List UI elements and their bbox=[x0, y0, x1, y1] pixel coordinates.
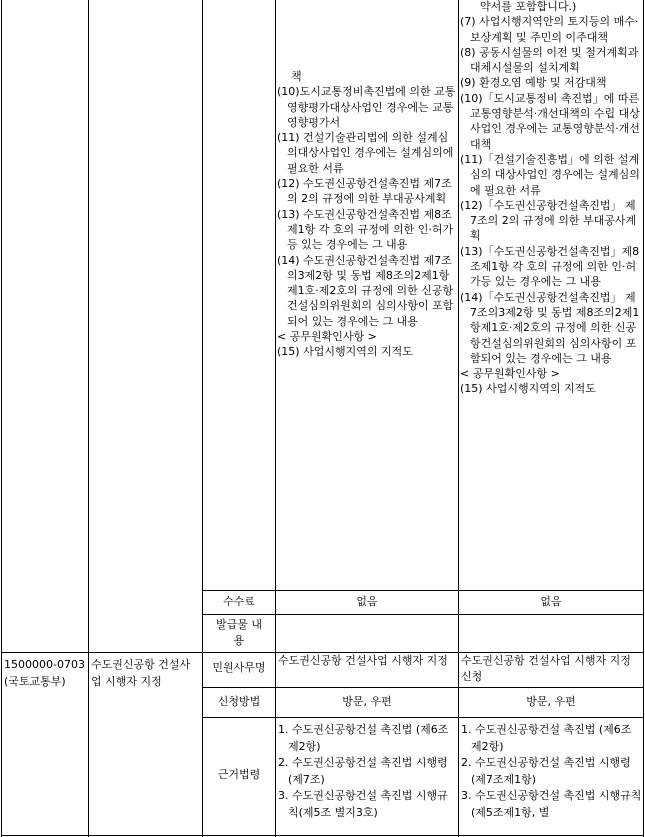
civil-affair-name: 수도권신공항 건설사업 시행자 지정 bbox=[91, 658, 191, 688]
doc-item: (10)도시교통정비촉진법에 의한 교통영향평가대상사업인 경우에는 교통영향평가서 bbox=[277, 85, 456, 129]
grid-line bbox=[1, 0, 2, 837]
grid-line bbox=[643, 0, 644, 837]
application-method-column-3: 방문, 우편 bbox=[342, 695, 392, 708]
legal-basis-item: 1. 수도권신공항건설 촉진법 (제6조제2항) bbox=[461, 723, 632, 753]
legal-basis-item: 2. 수도권신공항건설 촉진법 시행령(제7조제1항) bbox=[461, 756, 631, 786]
grid-line bbox=[458, 0, 459, 590]
grid-line bbox=[202, 687, 644, 688]
legal-basis-column-3 bbox=[278, 722, 457, 821]
legal-basis-item: 3. 수도권신공항건설 촉진법 시행규칙(제5조제1항, 별 bbox=[461, 789, 642, 819]
grid-line bbox=[88, 0, 89, 837]
grid-line bbox=[202, 717, 644, 718]
doc-item: 책 bbox=[291, 70, 302, 83]
fee-value-column-4: 없음 bbox=[540, 595, 562, 608]
grid-line bbox=[458, 652, 459, 837]
application-method-label: 신청방법 bbox=[217, 695, 261, 708]
doc-item: (8) 공동시설물의 이전 및 철거계획과 대체시설물의 설치계획 bbox=[460, 45, 639, 75]
grid-line bbox=[275, 0, 276, 590]
doc-item: (10)「도시교통정비 촉진법」에 따른 교통영향분석·개선대책의 수립 대상사업인 경우에는 교통영향분석·개선대책 bbox=[460, 91, 640, 151]
legal-basis-item: 2. 수도권신공항건설 촉진법 시행령(제7조) bbox=[278, 756, 448, 786]
office-name-label: 민원사무명 bbox=[212, 661, 266, 674]
grid-line bbox=[202, 590, 644, 591]
doc-item: (7) 사업시행지역안의 토지등의 매수·보상계획 및 주민의 이주대책 bbox=[460, 15, 639, 44]
grid-line bbox=[275, 652, 276, 837]
grid-line bbox=[202, 614, 644, 615]
application-method-column-4: 방문, 우편 bbox=[526, 695, 576, 708]
legal-basis-item: 1. 수도권신공항건설 촉진법 (제6조제2항) bbox=[278, 723, 449, 753]
doc-item: (12) 수도권신공항건설촉진법 제7조의 2의 규정에 의한 부대공사계획 bbox=[277, 177, 452, 206]
doc-item: (15) 사업시행지역의 지적도 bbox=[460, 382, 596, 396]
grid-line bbox=[1, 835, 644, 836]
doc-item: < 공무원확인사항 > bbox=[460, 367, 560, 381]
doc-item: (14)「수도권신공항건설촉진법」 제7조의3제2항 및 동법 제8조의2제1항제1호·제2호의 규정에 의한 신공항건설심의위원회의 심의사항이 포함되어 있는 경우에는 그 내용 bbox=[460, 290, 640, 365]
legal-basis-label: 근거법령 bbox=[217, 768, 261, 781]
doc-item: 약서를 포함합니다.) bbox=[480, 0, 577, 13]
required-documents-column-4 bbox=[460, 0, 641, 397]
grid-line bbox=[202, 0, 203, 837]
doc-item: (14) 수도권신공항건설촉진법 제7조의3제2항 및 동법 제8조의2제1항제1호·제2호의 규정에 의한 신공항건설심의위원회의 심의사항이 포함되어 있는 경우에는 그 내용 bbox=[277, 253, 454, 328]
civil-affair-code: 1500000-0703 (국토교통부) bbox=[4, 658, 85, 688]
fee-value-column-3: 없음 bbox=[356, 595, 378, 608]
office-name-column-3: 수도권신공항 건설사업 시행자 지정 bbox=[278, 654, 448, 667]
doc-item: (11)「건설기술진흥법」에 의한 설계심의 대상사업인 경우에는 설계심의에 필요한 서류 bbox=[460, 152, 640, 197]
legal-basis-column-4 bbox=[461, 722, 642, 821]
doc-item: (13) 수도권신공항건설촉진법 제8조제1항 각 호의 규정에 의한 인·허가등 있는 경우에는 그 내용 bbox=[277, 207, 454, 252]
doc-item: (15) 사업시행지역의 지적도 bbox=[277, 345, 413, 359]
doc-item: < 공무원확인사항 > bbox=[277, 330, 377, 344]
legal-basis-item: 3. 수도권신공항건설 촉진법 시행규칙(제5조 별지3호) bbox=[278, 789, 448, 819]
doc-item: (11) 건설기술관리법에 의한 설계심의대상사업인 경우에는 설계심의에 필요한 서류 bbox=[277, 131, 454, 175]
required-documents-column-3 bbox=[277, 69, 456, 360]
doc-item: (13)「수도권신공항건설촉진법」제8조제1항 각 호의 규정에 의한 인·허가등 있는 경우에는 그 내용 bbox=[460, 244, 640, 289]
office-name-column-4: 수도권신공항 건설사업 시행자 지정 신청 bbox=[461, 654, 631, 683]
fee-label: 수수료 bbox=[223, 595, 255, 608]
issue-content-label: 발급물 내용 bbox=[215, 618, 262, 647]
doc-item: (9) 환경오염 예방 및 저감대책 bbox=[460, 76, 607, 90]
doc-item: (12)「수도권신공항건설촉진법」 제7조의 2의 규정에 의한 부대공사계획 bbox=[460, 198, 637, 243]
